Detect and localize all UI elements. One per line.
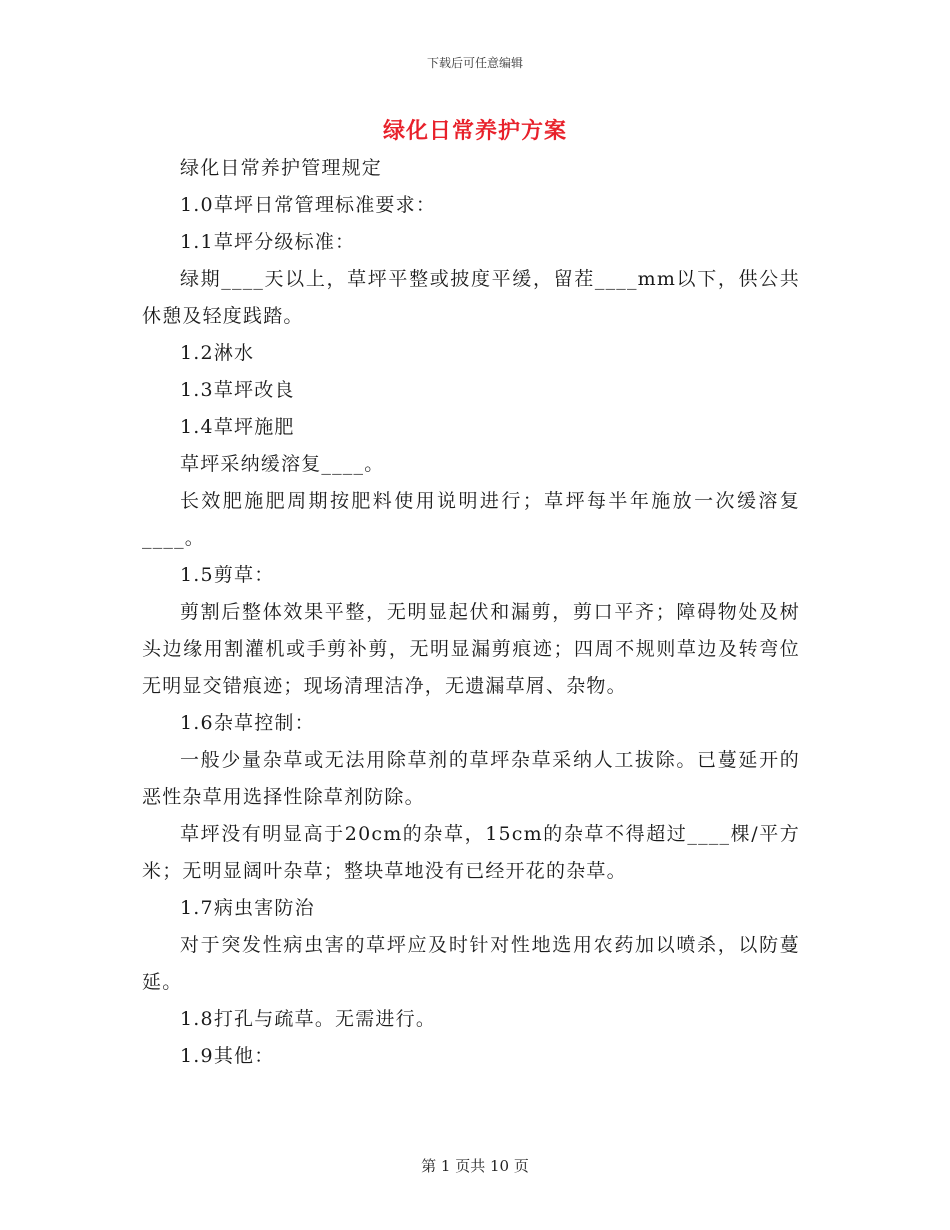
paragraph: 1.9其他：	[180, 1045, 275, 1067]
paragraph: 1.5剪草：	[180, 564, 275, 586]
paragraph: 草坪没有明显高于20cm的杂草，15cm的杂草不得超过____棵/平方米；无明显阔叶杂草；整块草地没有已经开花的杂草。	[142, 823, 800, 882]
page-number: 第 1 页共 10 页	[421, 1157, 529, 1175]
paragraph: 1.0草坪日常管理标准要求：	[180, 194, 437, 216]
document-title: 绿化日常养护方案	[382, 119, 567, 144]
paragraph: 1.7病虫害防治	[180, 897, 315, 919]
paragraph: 草坪采纳缓溶复____。	[180, 453, 385, 475]
paragraph: 剪割后整体效果平整，无明显起伏和漏剪，剪口平齐；障碍物处及树头边缘用割灌机或手剪补剪，无明显漏剪痕迹；四周不规则草边及转弯位无明显交错痕迹；现场清理洁净，无遗漏草屑、杂物。	[142, 601, 800, 697]
paragraph: 1.3草坪改良	[180, 379, 295, 401]
document-body	[142, 150, 800, 1075]
paragraph: 绿化日常养护管理规定	[180, 157, 383, 179]
paragraph: 1.4草坪施肥	[180, 416, 295, 438]
paragraph: 一般少量杂草或无法用除草剂的草坪杂草采纳人工拔除。已蔓延开的恶性杂草用选择性除草剂防除。	[142, 749, 800, 808]
paragraph: 绿期____天以上，草坪平整或披度平缓，留茬____mm以下，供公共休憩及轻度践踏。	[142, 268, 800, 327]
paragraph: 1.1草坪分级标准：	[180, 231, 356, 253]
paragraph: 1.2淋水	[180, 342, 255, 364]
paragraph: 长效肥施肥周期按肥料使用说明进行；草坪每半年施放一次缓溶复____。	[142, 490, 800, 549]
paragraph: 1.8打孔与疏草。无需进行。	[180, 1008, 437, 1030]
paragraph: 对于突发性病虫害的草坪应及时针对性地选用农药加以喷杀，以防蔓延。	[142, 934, 800, 993]
paragraph: 1.6杂草控制：	[180, 712, 315, 734]
page-header-note: 下载后可任意编辑	[426, 56, 523, 70]
